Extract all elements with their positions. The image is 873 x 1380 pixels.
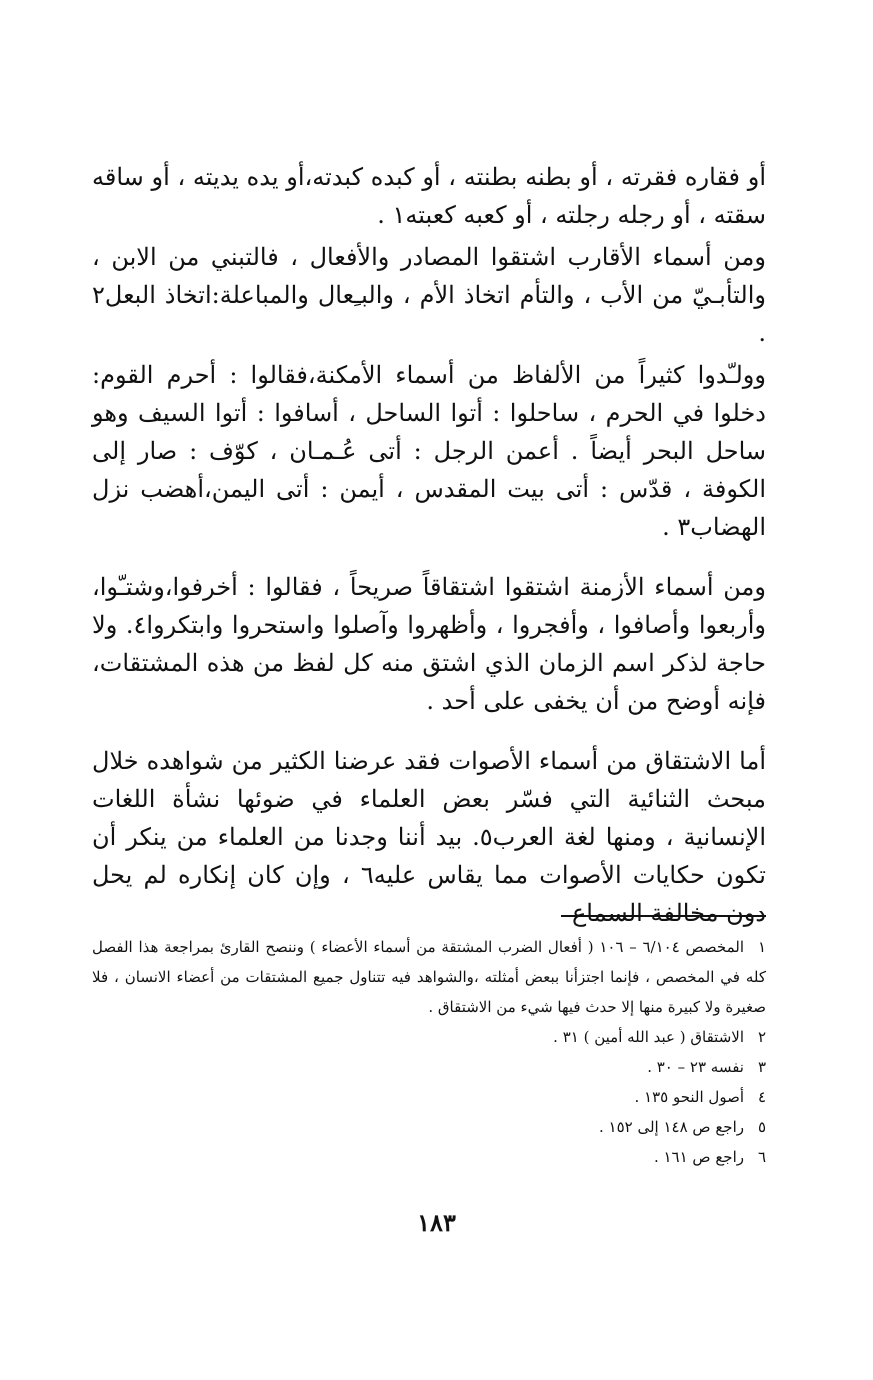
footnote-divider (561, 915, 766, 917)
footnote-number: ٤ (757, 1088, 766, 1106)
footnote-number: ١ (757, 938, 766, 956)
footnote-text: أصول النحو ١٣٥ . (634, 1088, 744, 1106)
footnote-number: ٦ (757, 1148, 766, 1166)
paragraph-body-parts: أو فقاره فقرته ، أو بطنه بطنته ، أو كبده كبدته،أو يده يديته ، أو ساقه سقته ، أو رجله رجلته ، أو كعبه كعبته١ . (92, 163, 766, 229)
footnote (92, 1142, 766, 1172)
footnote-text: راجع ص ١٤٨ إلى ١٥٢ . (598, 1118, 744, 1136)
footnote (92, 1022, 766, 1052)
footnote-number: ٥ (757, 1118, 766, 1136)
footnote (92, 932, 766, 1022)
footnote-text: الاشتقاق ( عبد الله أمين ) ٣١ . (553, 1028, 744, 1046)
footnote-text: نفسه ٢٣ – ٣٠ . (647, 1058, 744, 1076)
paragraph-kinship-names: ومن أسماء الأقارب اشتقوا المصادر والأفعال ، فالتبني من الابن ، والتأبـيّ من الأب ، والتأم اتخاذ الأم ، والبـِعال والمباعلة:اتخاذ البعل٢ . (92, 243, 766, 347)
footnote (92, 1052, 766, 1082)
paragraph-place-names: وولـّدوا كثيراً من الألفاظ من أسماء الأمكنة،فقالوا : أحرم القوم: دخلوا في الحرم ، ساحلوا : أتوا الساحل ، أسافوا : أتوا السيف وهو ساحل البحر أيضاً . أعمن الرجل : أتى عُـمـان ، كوّف : صار إلى الكوفة ، قدّس : أتى بيت المقدس ، أيمن : أتى اليمن،أهضب نزل الهضاب٣ . (92, 361, 766, 541)
footnote-number: ٢ (757, 1028, 766, 1046)
footnote (92, 1112, 766, 1142)
page-number: ١٨٣ (417, 1208, 456, 1237)
footnote-text: راجع ص ١٦١ . (653, 1148, 744, 1166)
footnote (92, 1082, 766, 1112)
main-text (92, 158, 766, 932)
paragraph-sound-names: أما الاشتقاق من أسماء الأصوات فقد عرضنا الكثير من شواهده خلال مبحث الثنائية التي فسّر بعض العلماء في ضوئها نشأة اللغات الإنسانية ، ومنها لغة العرب٥. بيد أننا وجدنا من العلماء من ينكر أن تكون حكايات الأصوات مما يقاس عليه٦ ، وإن كان إنكاره لم يحل دون مخالفة السماع (92, 747, 766, 927)
footnote-number: ٣ (757, 1058, 766, 1076)
footnotes (92, 932, 766, 1172)
paragraph-time-names: ومن أسماء الأزمنة اشتقوا اشتقاقاً صريحاً ، فقالوا : أخرفوا،وشتـّوا، وأربعوا وأصافوا ، وأفجروا ، وأظهروا وآصلوا واستحروا وابتكروا٤. ولا حاجة لذكر اسم الزمان الذي اشتق منه كل لفظ من هذه المشتقات، فإنه أوضح من أن يخفى على أحد . (92, 573, 766, 715)
footnote-text: المخصص ٦/١٠٤ – ١٠٦ ( أفعال الضرب المشتقة من أسماء الأعضاء ) وننصح القارئ بمراجعة هذا الفصل كله في المخصص ، فإنما اجتزأنا ببعض أمثلته ،والشواهد فيه تتناول جميع المشتقات من أعضاء الانسان ، فلا صغيرة ولا كبيرة منها إلا حدث فيها شيء من الاشتقاق . (92, 938, 766, 1016)
